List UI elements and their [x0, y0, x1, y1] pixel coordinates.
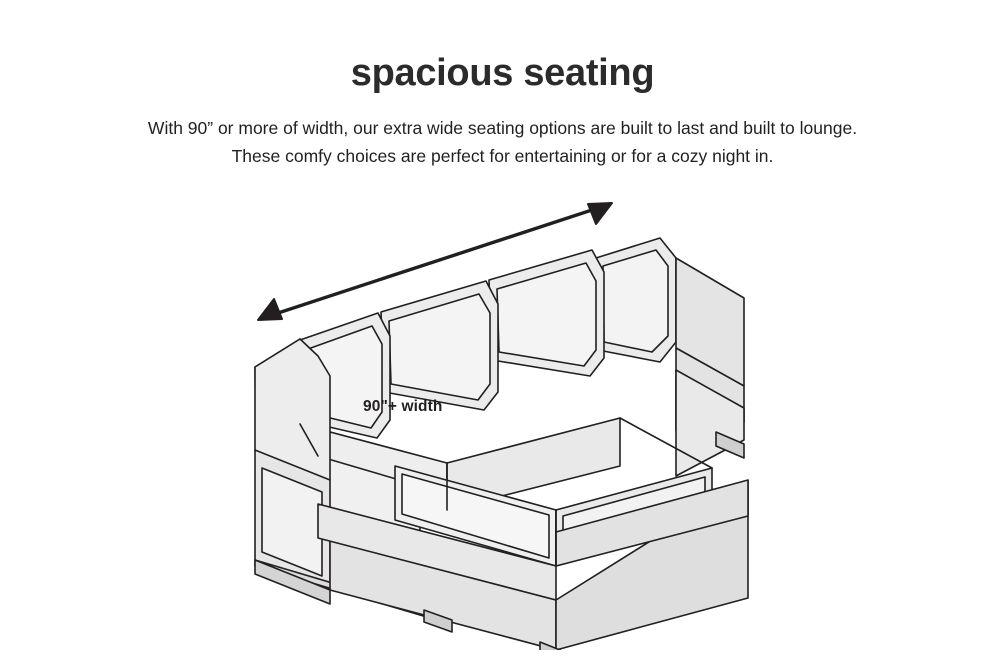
- subcopy-line-1: With 90” or more of width, our extra wide seating options are built to last and built to lounge.: [147, 118, 858, 138]
- dimension-label: 90"+ width: [363, 398, 443, 415]
- sofa-svg: [0, 180, 1005, 650]
- subcopy-line-2: These comfy choices are perfect for entertaining or for a cozy night in.: [231, 146, 774, 166]
- subcopy-block: [0, 114, 1005, 170]
- arrow-head-left: [258, 299, 282, 320]
- page-title: spacious seating: [350, 52, 655, 94]
- back-cushion-right-inner: [603, 250, 668, 352]
- arrow-head-right: [588, 203, 612, 224]
- sofa-illustration: [0, 180, 1005, 650]
